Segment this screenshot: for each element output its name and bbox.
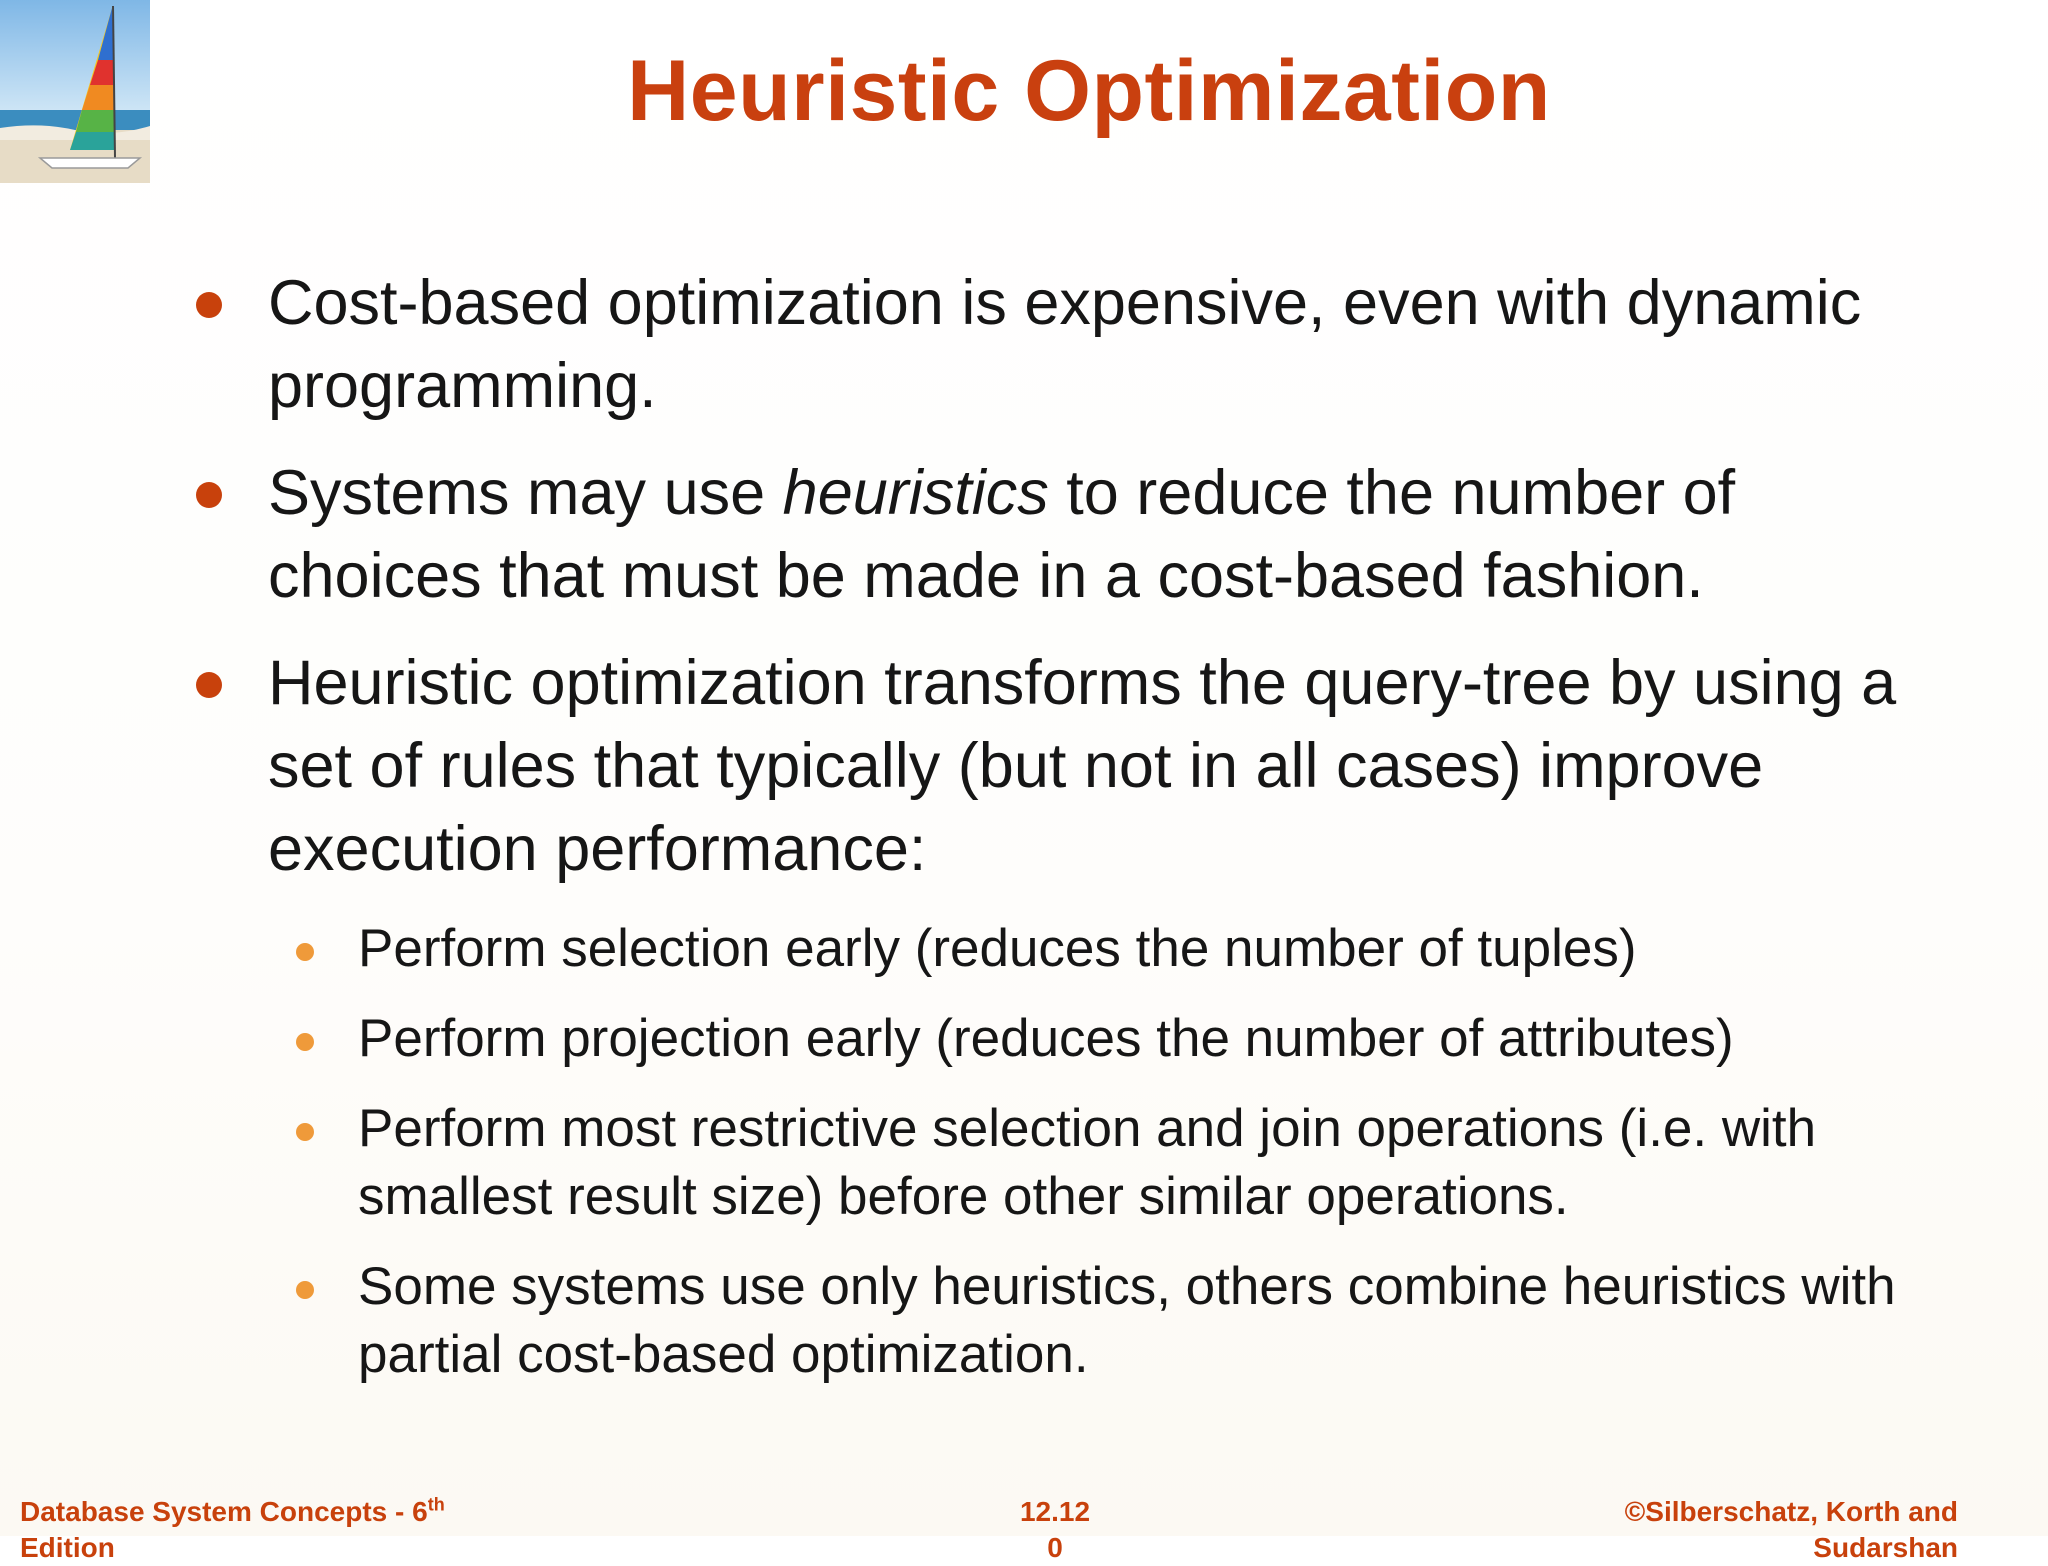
bullet-text: Cost-based optimization is expensive, even with dynamic programming. — [268, 268, 1862, 421]
bullet-item — [196, 452, 1916, 618]
footer-edition-sup: th — [427, 1494, 445, 1515]
footer-book-title — [20, 1494, 500, 1566]
sub-bullet-dot-icon — [296, 1123, 314, 1141]
bullet-dot-icon — [196, 482, 222, 508]
footer-page-number-cont: 0 — [1047, 1532, 1063, 1563]
footer-page-number — [980, 1494, 1130, 1566]
bullet-text-start: Systems may use — [268, 458, 783, 528]
sub-bullet-item — [296, 1095, 1916, 1231]
footer-page-number-text: 12.12 — [1019, 1496, 1091, 1527]
footer-copyright-cont: Sudarshan — [1813, 1532, 1958, 1563]
sub-bullet-dot-icon — [296, 943, 314, 961]
footer-book-title-text: Database System Concepts - 6 — [20, 1496, 428, 1527]
footer-copyright — [1538, 1494, 1958, 1566]
bullet-item — [196, 642, 1916, 891]
sub-bullet-text: Perform projection early (reduces the number of attributes) — [358, 1009, 1734, 1068]
sub-bullet-item — [296, 915, 1916, 983]
slide-title: Heuristic Optimization — [627, 43, 1551, 139]
bullet-text: Heuristic optimization transforms the query-tree by using a set of rules that typically (but not in all cases) improve execution performance: — [268, 648, 1897, 884]
bullet-emphasis: heuristics — [782, 458, 1049, 528]
bullet-dot-icon — [196, 292, 222, 318]
footer-book-title-cont: Edition — [20, 1532, 115, 1563]
footer-copyright-text: ©Silberschatz, Korth and — [1624, 1496, 1958, 1527]
bullet-text-end: to reduce the number of choices that must be made in a cost-based fashion. — [268, 458, 1736, 611]
sub-bullet-item — [296, 1005, 1916, 1073]
sub-bullet-list — [296, 915, 1916, 1389]
sub-bullet-text: Perform selection early (reduces the number of tuples) — [358, 919, 1637, 978]
bullet-item — [196, 262, 1916, 428]
sub-bullet-text: Perform most restrictive selection and join operations (i.e. with smallest result size) before other similar operations. — [358, 1099, 1817, 1226]
sub-bullet-dot-icon — [296, 1281, 314, 1299]
bullet-dot-icon — [196, 672, 222, 698]
sub-bullet-dot-icon — [296, 1033, 314, 1051]
slide-content — [196, 262, 1916, 1411]
sub-bullet-item — [296, 1253, 1916, 1389]
sub-bullet-text: Some systems use only heuristics, others combine heuristics with partial cost-based optimization. — [358, 1257, 1896, 1384]
